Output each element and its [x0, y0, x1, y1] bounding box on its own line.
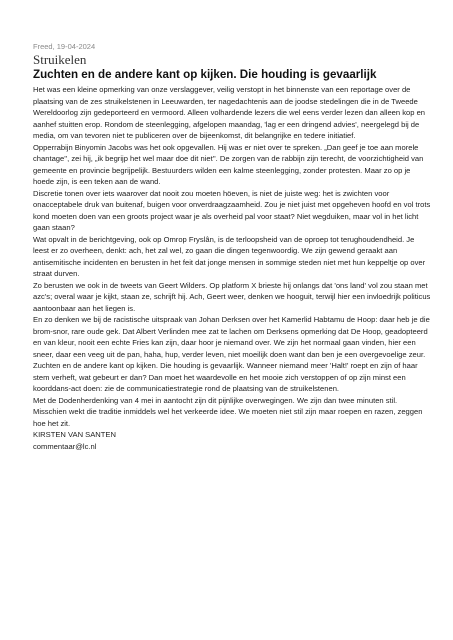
article-body: [33, 84, 431, 452]
section-title: Struikelen: [33, 52, 87, 67]
paragraph: En zo denken we bij de racistische uitspraak van Johan Derksen over het Kamerlid Habtamu de Hoop: daar heb je die brom-snor, rare oude gek. Dat Albert Verlinden mee zat te lachen om Derksens opmerking dat De Hoop, geadopteerd en van kleur, nooit een echte Fries kan zijn, daar hoor je niemand over. We zijn het normaal gaan vinden, hier een sneer, daar een veeg uit de pan, haha, hup, verder leven, niet moeilijk doen want dan ben je een overgevoelige zeur.: [33, 315, 430, 359]
paragraph: Discretie tonen over iets waarover dat nooit zou moeten höeven, is niet de juiste weg: het is zwichten voor onacceptabele druk van buitenaf, buigen voor onverdraagzaamheid. Zou je niet juist met opgeheven hoofd en vol trots kond moeten doen van een groots project waar je als overheid pal voor staat? Niet wegduiken, maar vol in het licht gaan staan?: [33, 188, 431, 232]
headline: Zuchten en de andere kant op kijken. Die houding is gevaarlijk: [33, 68, 377, 81]
paragraph: Zo berusten we ook in de tweets van Geert Wilders. Op platform X brieste hij onlangs dat 'ons land' vol zou staan met azc's; overal waar je kijkt, staan ze, schrijft hij. Ach, Geert weer, denken we hooguit, terwijl hier een invloedrijk politicus aantoonbaar aan het liegen is.: [33, 280, 431, 313]
paragraph: Wat opvalt in de berichtgeving, ook op Omrop Fryslân, is de terloopsheid van de oproep tot terughoudendheid. Je leest er zo overheen, denkt: ach, het zal wel, zo gaan die dingen tegenwoordig. We zijn gewend geraakt aan antisemitische incidenten en berusten in het feit dat jonge mensen in sommige steden niet met hun keppeltje op over straat durven.: [33, 234, 426, 278]
author-email: commentaar@lc.nl: [33, 441, 97, 451]
date-line: Freed, 19-04-2024: [33, 42, 96, 51]
paragraph: Zuchten en de andere kant op kijken. Die houding is gevaarlijk. Wanneer niemand meer 'Halt!' roept en zijn of haar stem verheft, wat gebeurt er dan? Dan moet het waardevolle en het mooie zich verstoppen of op zijn minst een koorddans-act doen: zie de communicatiestrategie rond de plaatsing van de struikelstenen.: [33, 361, 418, 393]
paragraph: Het was een kleine opmerking van onze verslaggever, veilig verstopt in het binnenste van een reportage over de plaatsing van de zes struikelstenen in Leeuwarden, ter nagedachtenis aan de joodse stedelingen die in de Tweede Wereldoorlog zijn gedeporteerd en vermoord. Alleen volhardende lezers die wel eens verder lezen dan alleen kop en aanhef stuitten erop. Rondom de steenlegging, afgelopen maandag, 'lag er een dringend advies', neergelegd bij de media, om van tevoren niet te publiceren over de bijeenkomst, dit belangrijke en tedere initiatief.: [33, 85, 426, 140]
paragraph: Met de Dodenherdenking van 4 mei in aantocht zijn dit pijnlijke overwegingen. We zijn dan twee minuten stil. Misschien wekt die traditie inmiddels wel het verkeerde idee. We moeten niet stil zijn maar roepen en razen, zeggen hoe het zit.: [33, 395, 423, 428]
paragraph: Opperrabijn Binyomin Jacobs was het ook opgevallen. Hij was er niet over te spreken. „Dan geef je toe aan morele chantage'', zei hij, „ik begrijp het wel maar doe dit niet''. De zorgen van de rabbijn zijn terecht, de voorzichtigheid van gemeente en provincie begrijpelijk. Bestuurders wilden een kalme steenlegging, zonder protesten. Maar zo op je hoede zijn, is een teken aan de wand.: [33, 142, 424, 186]
author-name: KIRSTEN VAN SANTEN: [33, 430, 116, 439]
